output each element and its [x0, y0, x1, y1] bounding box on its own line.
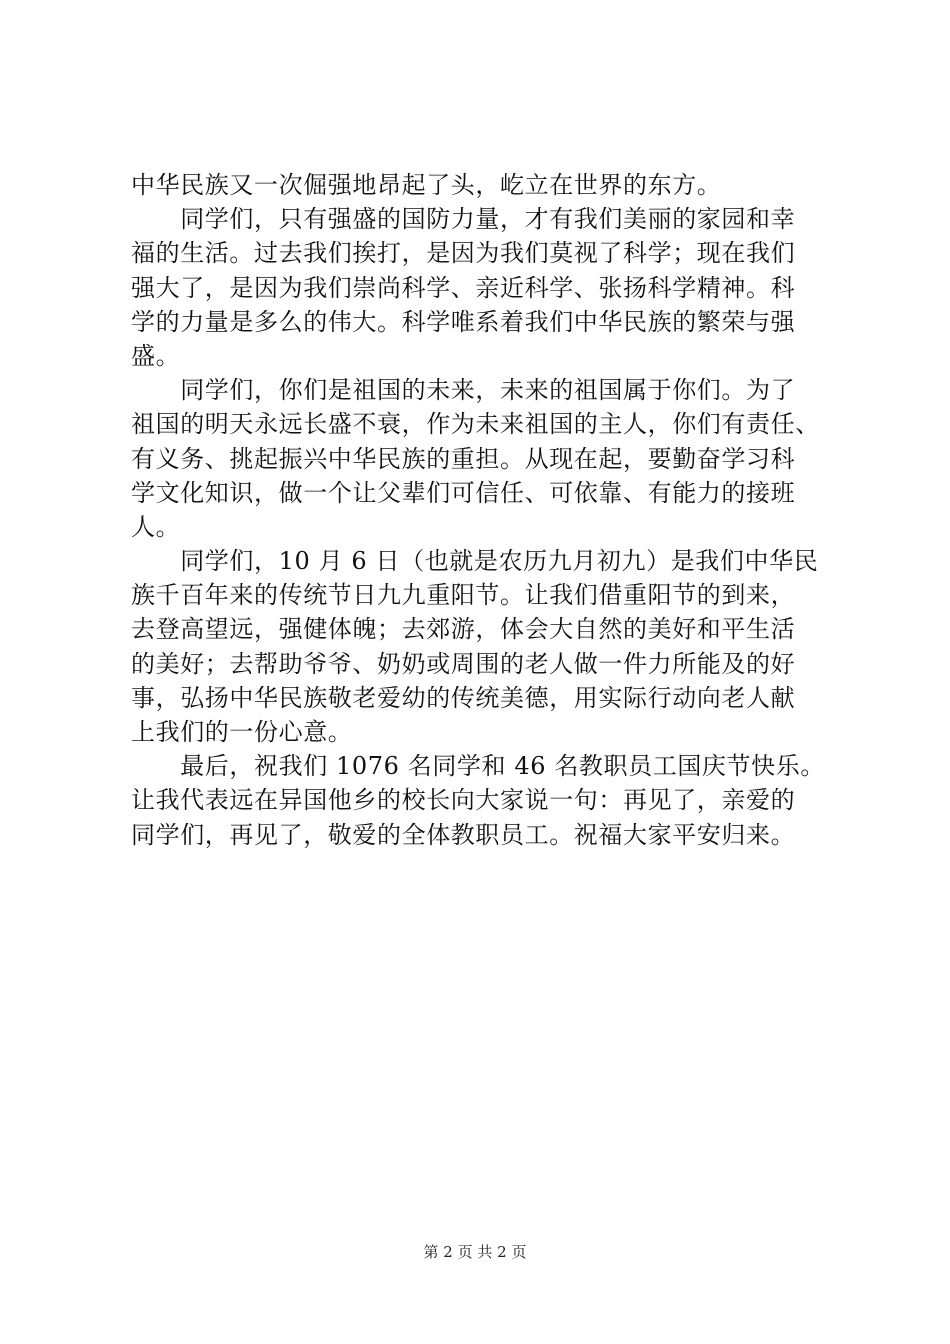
text-line: 强大了，是因为我们崇尚科学、亲近科学、张扬科学精神。科 — [131, 273, 796, 302]
text-line: 最后，祝我们 1076 名同学和 46 名教职员工国庆节快乐。 — [131, 752, 825, 781]
text-line: 同学们，再见了，敬爱的全体教职员工。祝福大家平安归来。 — [131, 820, 796, 849]
page-footer — [0, 1242, 950, 1262]
text-line: 让我代表远在异国他乡的校长向大家说一句：再见了，亲爱的 — [131, 786, 796, 815]
page-number-label: 第 2 页 共 2 页 — [423, 1243, 527, 1261]
text-line: 中华民族又一次倔强地昂起了头，屹立在世界的东方。 — [131, 171, 722, 199]
text-line: 上我们的一份心意。 — [131, 718, 353, 746]
text-line: 祖国的明天永远长盛不衰，作为未来祖国的主人，你们有责任、 — [131, 410, 820, 439]
text-line: 事，弘扬中华民族敬老爱幼的传统美德，用实际行动向老人献 — [131, 683, 796, 712]
document-body — [131, 168, 831, 852]
text-line: 族千百年来的传统节日九九重阳节。让我们借重阳节的到来， — [131, 581, 796, 610]
text-line: 同学们，你们是祖国的未来，未来的祖国属于你们。为了 — [131, 376, 796, 405]
text-line: 学文化知识，做一个让父辈们可信任、可依靠、有能力的接班 — [131, 478, 796, 507]
text-line: 盛。 — [131, 341, 181, 370]
text-line: 同学们，10 月 6 日（也就是农历九月初九）是我们中华民 — [131, 547, 819, 576]
text-line: 同学们，只有强盛的国防力量，才有我们美丽的家园和幸 — [131, 205, 796, 234]
text-line: 学的力量是多么的伟大。科学唯系着我们中华民族的繁荣与强 — [131, 307, 796, 336]
text-line: 去登高望远，强健体魄；去郊游，体会大自然的美好和平生活 — [131, 615, 796, 644]
text-line: 福的生活。过去我们挨打，是因为我们莫视了科学；现在我们 — [131, 239, 796, 268]
text-line: 有义务、挑起振兴中华民族的重担。从现在起，要勤奋学习科 — [131, 444, 796, 473]
text-line: 人。 — [131, 512, 181, 541]
text-line: 的美好；去帮助爷爷、奶奶或周围的老人做一件力所能及的好 — [131, 649, 796, 678]
